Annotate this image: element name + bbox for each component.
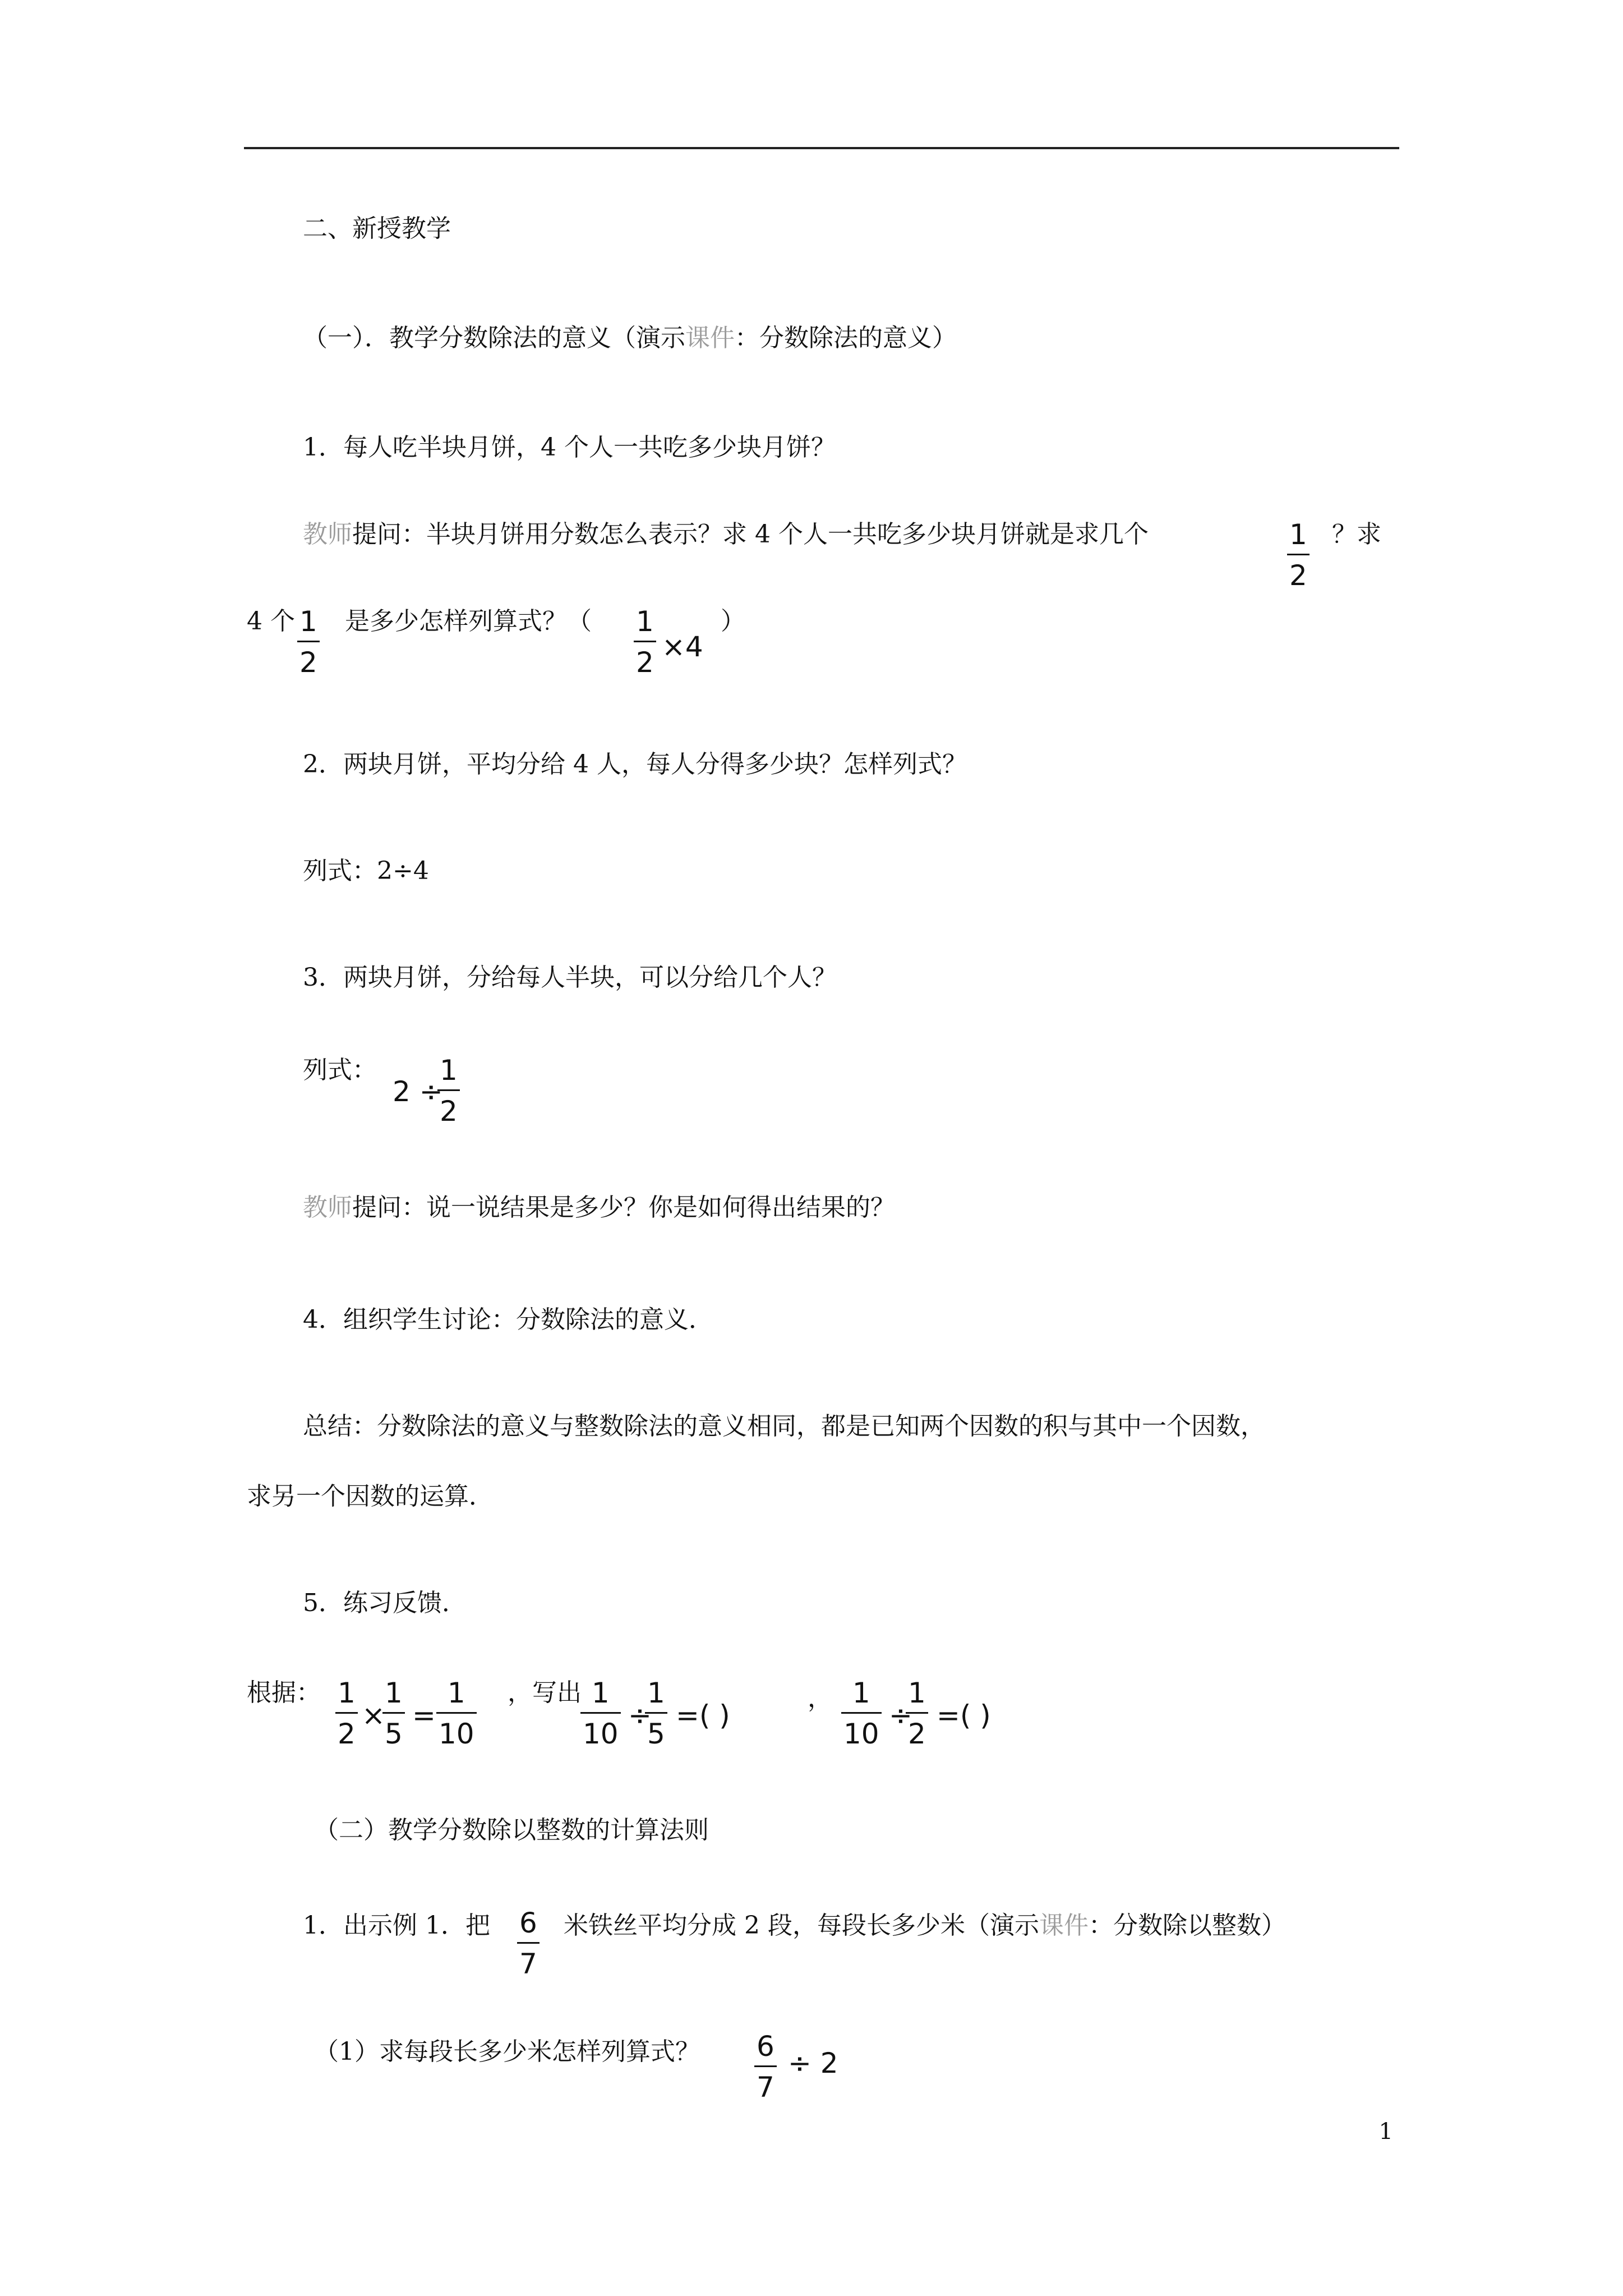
fraction-numerator: 1 xyxy=(299,605,317,638)
fraction-numerator: 1 xyxy=(1289,518,1307,551)
question-2: 2．两块月饼，平均分给 4 人，每人分得多少块？怎样列式？ xyxy=(303,750,967,779)
equation-3-expr: 2 ÷ xyxy=(393,1075,443,1108)
fraction-one-tenth xyxy=(841,1677,882,1750)
fraction-bar xyxy=(645,1712,667,1714)
fraction-one-half xyxy=(1287,519,1310,591)
fraction-denominator: 2 xyxy=(1289,559,1307,592)
fraction-one-tenth xyxy=(580,1677,621,1750)
divide-by-two: ÷ 2 xyxy=(788,2047,838,2079)
practice-comma: ， xyxy=(808,1684,832,1713)
fraction-denominator: 10 xyxy=(843,1718,879,1750)
fraction-denominator: 7 xyxy=(519,1948,537,1980)
fraction-one-fifth xyxy=(382,1677,405,1750)
fraction-one-tenth xyxy=(436,1677,477,1750)
subsection-1-heading xyxy=(303,323,957,354)
fraction-bar xyxy=(580,1712,621,1714)
section-title: 二、新授教学 xyxy=(303,214,451,243)
fraction-one-fifth xyxy=(645,1677,667,1750)
equation-2: 列式：2÷4 xyxy=(303,857,429,885)
teacher-question-1-line2-prefix: 4 个 xyxy=(247,607,295,636)
fraction-numerator: 1 xyxy=(591,1677,610,1709)
fraction-bar xyxy=(1287,554,1310,555)
fraction-numerator: 1 xyxy=(440,1054,458,1087)
divide-sign: ÷ xyxy=(628,1699,652,1732)
equals-sign: = xyxy=(412,1699,436,1732)
summary-line-1: 总结：分数除法的意义与整数除法的意义相同，都是已知两个因数的积与其中一个因数， xyxy=(303,1412,1265,1441)
fraction-denominator: 5 xyxy=(647,1718,665,1750)
example-1-highlight: 课件 xyxy=(1039,1911,1089,1940)
teacher-question-1-line2-suffix: ） xyxy=(721,607,745,636)
teacher-label: 教师 xyxy=(303,1193,352,1222)
fraction-numerator: 6 xyxy=(519,1907,537,1939)
subsection-1-text-b: ：分数除法的意义） xyxy=(735,324,957,352)
example-1-text-a: 米铁丝平均分成 2 段，每段长多少米（演示 xyxy=(564,1911,1039,1940)
fraction-numerator: 1 xyxy=(385,1677,403,1709)
practice-write: ，写出 xyxy=(508,1678,582,1707)
fraction-denominator: 7 xyxy=(757,2071,774,2104)
fraction-numerator: 1 xyxy=(338,1677,356,1709)
answer-blank-1: =( ) xyxy=(676,1699,730,1732)
teacher-question-2-text: 提问：说一说结果是多少？你是如何得出结果的？ xyxy=(352,1193,895,1222)
fraction-bar xyxy=(634,641,656,642)
example-1-text xyxy=(564,1910,1286,1941)
page-number: 1 xyxy=(1378,2119,1393,2145)
subsection-1-text-a: （一）．教学分数除法的意义（演示 xyxy=(303,324,685,352)
fraction-bar xyxy=(754,2065,777,2067)
fraction-denominator: 2 xyxy=(636,646,654,679)
teacher-label: 教师 xyxy=(303,520,352,549)
equation-3-label: 列式： xyxy=(303,1056,377,1084)
teacher-question-1-line2-mid: 是多少怎样列算式？（ xyxy=(345,607,592,636)
fraction-numerator: 1 xyxy=(447,1677,465,1709)
fraction-denominator: 10 xyxy=(583,1718,619,1750)
subsection-1-highlight: 课件 xyxy=(685,324,735,352)
teacher-question-2 xyxy=(303,1192,895,1223)
practice-label: 根据： xyxy=(247,1678,321,1707)
step-1-text: （1）求每段长多少米怎样列算式？ xyxy=(314,2037,700,2066)
fraction-bar xyxy=(906,1712,928,1714)
example-1-prefix: 1．出示例 1．把 xyxy=(303,1911,490,1940)
fraction-one-half xyxy=(634,606,656,678)
teacher-question-1-text: 提问：半块月饼用分数怎么表示？求 4 个人一共吃多少块月饼就是求几个 xyxy=(352,520,1149,549)
example-1-text-b: ：分数除以整数） xyxy=(1088,1911,1286,1940)
fraction-bar xyxy=(382,1712,405,1714)
fraction-bar xyxy=(437,1089,460,1091)
answer-blank-2: =( ) xyxy=(937,1699,991,1732)
fraction-one-half xyxy=(297,606,320,678)
question-4: 4．组织学生讨论：分数除法的意义． xyxy=(303,1305,713,1334)
fraction-one-half xyxy=(906,1677,928,1750)
question-5: 5．练习反馈． xyxy=(303,1589,467,1617)
fraction-denominator: 2 xyxy=(440,1095,458,1128)
divide-sign: ÷ xyxy=(889,1699,912,1732)
fraction-bar xyxy=(436,1712,477,1714)
fraction-denominator: 10 xyxy=(439,1718,474,1750)
teacher-question-1-tail: ？求 xyxy=(1332,520,1381,549)
fraction-denominator: 2 xyxy=(908,1718,926,1750)
times-sign: × xyxy=(362,1699,385,1732)
header-rule xyxy=(244,147,1399,149)
fraction-denominator: 2 xyxy=(299,646,317,679)
fraction-numerator: 6 xyxy=(757,2030,774,2063)
teacher-question-1 xyxy=(303,519,1149,550)
fraction-one-half xyxy=(335,1677,358,1750)
fraction-six-sevenths xyxy=(754,2031,777,2103)
fraction-bar xyxy=(841,1712,882,1714)
fraction-bar xyxy=(335,1712,358,1714)
fraction-denominator: 5 xyxy=(385,1718,403,1750)
fraction-numerator: 1 xyxy=(908,1677,926,1709)
fraction-bar xyxy=(297,641,320,642)
question-1: 1．每人吃半块月饼，4 个人一共吃多少块月饼？ xyxy=(303,433,836,462)
summary-line-2: 求另一个因数的运算． xyxy=(247,1482,494,1511)
fraction-six-sevenths xyxy=(517,1907,540,1980)
fraction-numerator: 1 xyxy=(852,1677,870,1709)
subsection-2-heading: （二）教学分数除以整数的计算法则 xyxy=(314,1816,709,1844)
fraction-bar xyxy=(517,1942,540,1944)
fraction-numerator: 1 xyxy=(647,1677,665,1709)
fraction-one-half xyxy=(437,1055,460,1127)
fraction-numerator: 1 xyxy=(636,605,654,638)
fraction-denominator: 2 xyxy=(338,1718,356,1750)
question-3: 3．两块月饼，分给每人半块，可以分给几个人？ xyxy=(303,963,837,992)
times-four: ×4 xyxy=(662,631,703,663)
